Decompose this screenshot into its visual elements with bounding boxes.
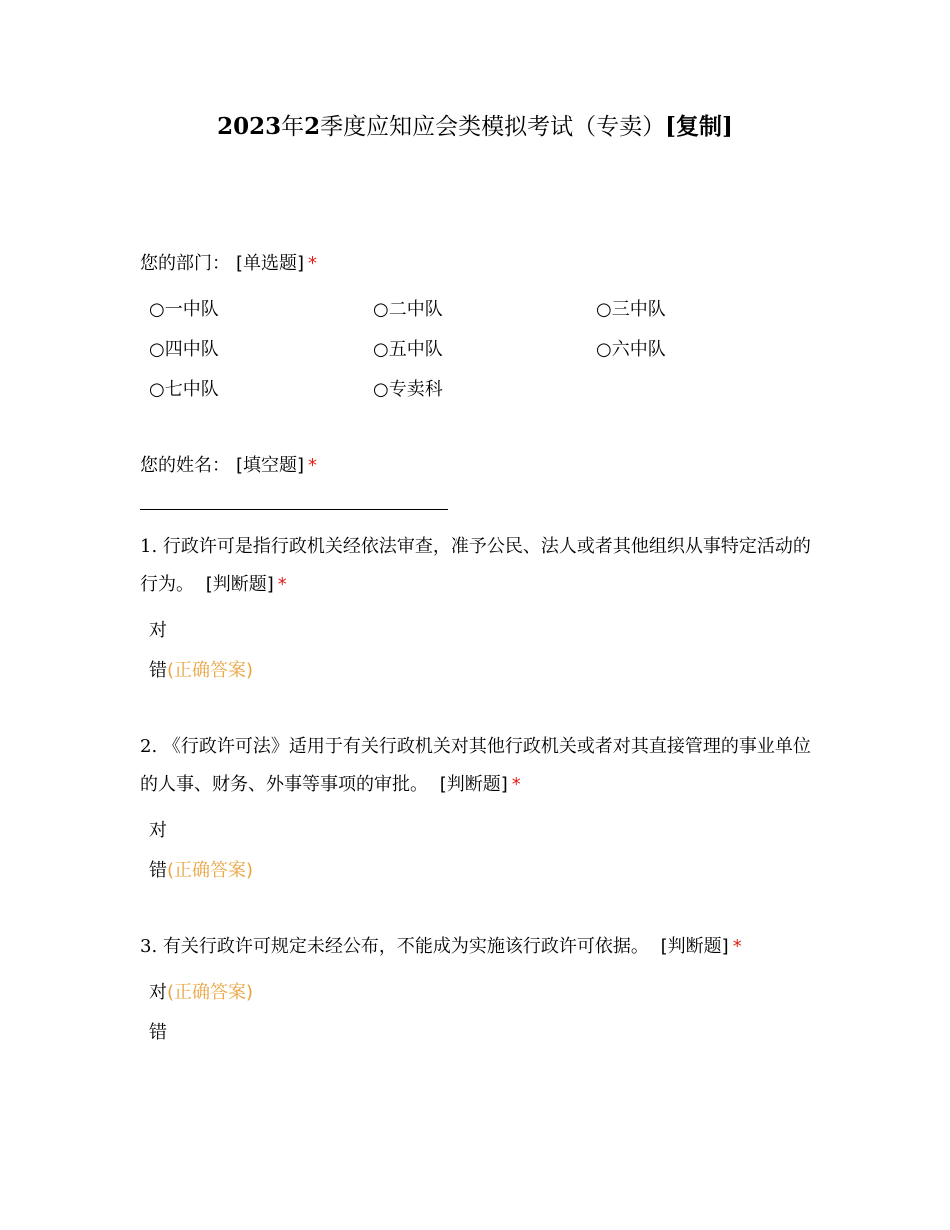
question-1-option-true-label: 对 bbox=[149, 620, 167, 641]
dept-required-mark: * bbox=[308, 253, 318, 274]
dept-option-8[interactable]: ○专卖科 bbox=[373, 379, 443, 400]
title-quarter: 2 bbox=[304, 113, 321, 140]
title-year: 2023 bbox=[217, 113, 282, 140]
question-1-body: 行政许可是指行政机关经依法审查，准予公民、法人或者其他组织从事特定活动的行为。 bbox=[140, 536, 811, 595]
question-1-option-false-label: 错 bbox=[149, 660, 167, 681]
title-suffix: [复制] bbox=[665, 113, 733, 140]
question-1-correct-answer-tag: (正确答案) bbox=[167, 660, 254, 681]
dept-option-1[interactable]: ○一中队 bbox=[149, 299, 219, 320]
name-input-line[interactable] bbox=[140, 509, 448, 510]
title-part-1: 年 bbox=[281, 114, 305, 140]
question-2-required-mark: * bbox=[511, 774, 521, 795]
name-question-label bbox=[140, 452, 317, 480]
question-3-option-false-label: 错 bbox=[149, 1022, 167, 1043]
dept-option-5[interactable]: ○五中队 bbox=[373, 339, 443, 360]
question-1-required-mark: * bbox=[277, 574, 287, 595]
page-title bbox=[0, 110, 950, 144]
name-question-type: [填空题] bbox=[236, 455, 305, 476]
question-2-option-false-label: 错 bbox=[149, 860, 167, 881]
dept-question-label bbox=[140, 250, 317, 278]
dept-option-6[interactable]: ○六中队 bbox=[596, 339, 666, 360]
question-1-option-true[interactable] bbox=[149, 618, 167, 644]
question-1-option-false[interactable] bbox=[149, 658, 253, 684]
question-3-option-true-label: 对 bbox=[149, 982, 167, 1003]
question-3-text bbox=[140, 928, 820, 966]
question-3-required-mark: * bbox=[732, 936, 742, 957]
question-3-option-true[interactable] bbox=[149, 980, 253, 1006]
question-1-text bbox=[140, 528, 820, 604]
name-required-mark: * bbox=[308, 455, 318, 476]
question-2-option-false[interactable] bbox=[149, 858, 253, 884]
name-label-text: 您的姓名： bbox=[140, 455, 230, 476]
question-2-option-true-label: 对 bbox=[149, 820, 167, 841]
question-3-correct-answer-tag: (正确答案) bbox=[167, 982, 254, 1003]
dept-option-3[interactable]: ○三中队 bbox=[596, 299, 666, 320]
question-3-body: 有关行政许可规定未经公布，不能成为实施该行政许可依据。 bbox=[162, 936, 649, 957]
question-2-type: [判断题] bbox=[439, 774, 508, 795]
question-3-number: 3. bbox=[140, 936, 158, 957]
question-3-option-false[interactable] bbox=[149, 1020, 167, 1046]
dept-option-4[interactable]: ○四中队 bbox=[149, 339, 219, 360]
question-2-correct-answer-tag: (正确答案) bbox=[167, 860, 254, 881]
dept-option-2[interactable]: ○二中队 bbox=[373, 299, 443, 320]
question-2-body: 《行政许可法》适用于有关行政机关对其他行政机关或者对其直接管理的事业单位的人事、财务、外事等事项的审批。 bbox=[140, 736, 811, 795]
dept-label-text: 您的部门： bbox=[140, 253, 230, 274]
dept-option-7[interactable]: ○七中队 bbox=[149, 379, 219, 400]
question-3-type: [判断题] bbox=[660, 936, 729, 957]
question-1-type: [判断题] bbox=[205, 574, 274, 595]
question-2-option-true[interactable] bbox=[149, 818, 167, 844]
title-part-2: 季度应知应会类模拟考试（专卖） bbox=[320, 114, 666, 140]
dept-question-type: [单选题] bbox=[236, 253, 305, 274]
question-2-number: 2. bbox=[140, 736, 158, 757]
question-2-text bbox=[140, 728, 820, 804]
question-1-number: 1. bbox=[140, 536, 158, 557]
